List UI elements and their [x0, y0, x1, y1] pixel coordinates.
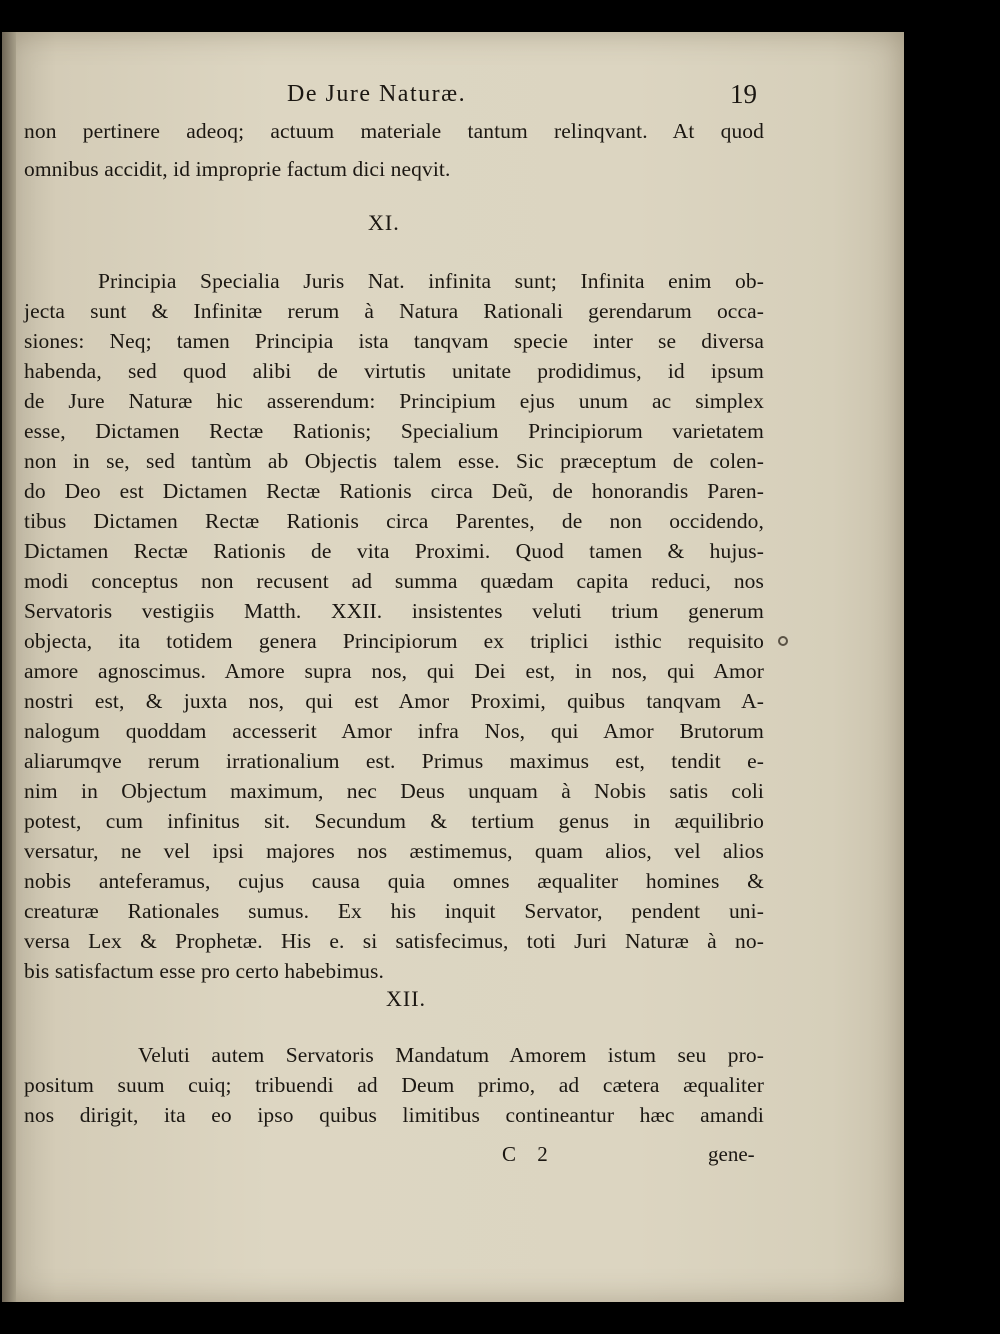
text-line: nobis anteferamus, cujus causa quia omnes æqualiter homines &: [24, 869, 764, 893]
text-line: Dictamen Rectæ Rationis de vita Proximi. Quod tamen & hujus-: [24, 539, 764, 563]
text-line: do Deo est Dictamen Rectæ Rationis circa Deũ, de honorandis Paren-: [24, 479, 764, 503]
text-line: de Jure Naturæ hic asserendum: Principium ejus unum ac simplex: [24, 389, 764, 413]
text-line: nalogum quoddam accesserit Amor infra Nos, qui Amor Brutorum: [24, 719, 764, 743]
text-line: creaturæ Rationales sumus. Ex his inquit Servator, pendent uni-: [24, 899, 764, 923]
text-line: versatur, ne vel ipsi majores nos æstimemus, quam alios, vel alios: [24, 839, 764, 863]
page-text: [2, 32, 904, 1302]
running-head: De Jure Naturæ.: [287, 81, 467, 107]
book-page: [2, 32, 904, 1302]
text-line: amore agnoscimus. Amore supra nos, qui Dei est, in nos, qui Amor: [24, 659, 764, 683]
text-line: nim in Objectum maximum, nec Deus unquam à Nobis satis coli: [24, 779, 764, 803]
text-line: potest, cum infinitus sit. Secundum & tertium genus in æquilibrio: [24, 809, 764, 833]
text-line: tibus Dictamen Rectæ Rationis circa Parentes, de non occidendo,: [24, 509, 764, 533]
text-line: habenda, sed quod alibi de virtutis unitate prodidimus, id ipsum: [24, 359, 764, 383]
text-line: Servatoris vestigiis Matth. XXII. insistentes veluti trium generum: [24, 599, 764, 623]
text-line: Principia Specialia Juris Nat. infinita sunt; Infinita enim ob-: [98, 269, 764, 293]
text-line: siones: Neq; tamen Principia ista tanqvam specie inter se diversa: [24, 329, 764, 353]
text-line: modi conceptus non recusent ad summa quædam capita reduci, nos: [24, 569, 764, 593]
text-line: positum suum cuiq; tribuendi ad Deum primo, ad cætera æqualiter: [24, 1073, 764, 1097]
text-line: nostri est, & juxta nos, qui est Amor Proximi, quibus tanqvam A-: [24, 689, 764, 713]
text-line: omnibus accidit, id improprie factum dici neqvit.: [24, 157, 451, 181]
text-line: esse, Dictamen Rectæ Rationis; Specialium Principiorum varietatem: [24, 419, 764, 443]
text-line: jecta sunt & Infinitæ rerum à Natura Rationali gerendarum occa-: [24, 299, 764, 323]
text-line: versa Lex & Prophetæ. His e. si satisfecimus, toti Juri Naturæ à no-: [24, 929, 764, 953]
page-number: 19: [730, 79, 757, 109]
text-line: Veluti autem Servatoris Mandatum Amorem istum seu pro-: [138, 1043, 764, 1067]
text-line: objecta, ita totidem genera Principiorum ex triplici isthic requisito: [24, 629, 764, 653]
text-line: non pertinere adeoq; actuum materiale tantum relinqvant. At quod: [24, 119, 764, 143]
text-line: bis satisfactum esse pro certo habebimus.: [24, 959, 384, 983]
signature-mark: C 2: [502, 1142, 556, 1166]
text-line: non in se, sed tantùm ab Objectis talem esse. Sic præceptum de colen-: [24, 449, 764, 473]
text-line: nos dirigit, ita eo ipso quibus limitibus contineantur hæc amandi: [24, 1103, 764, 1127]
section-numeral-xii: XII.: [386, 986, 427, 1011]
section-numeral-xi: XI.: [368, 210, 400, 235]
text-line: aliarumqve rerum irrationalium est. Primus maximus est, tendit e-: [24, 749, 764, 773]
catchword: gene-: [708, 1142, 755, 1166]
